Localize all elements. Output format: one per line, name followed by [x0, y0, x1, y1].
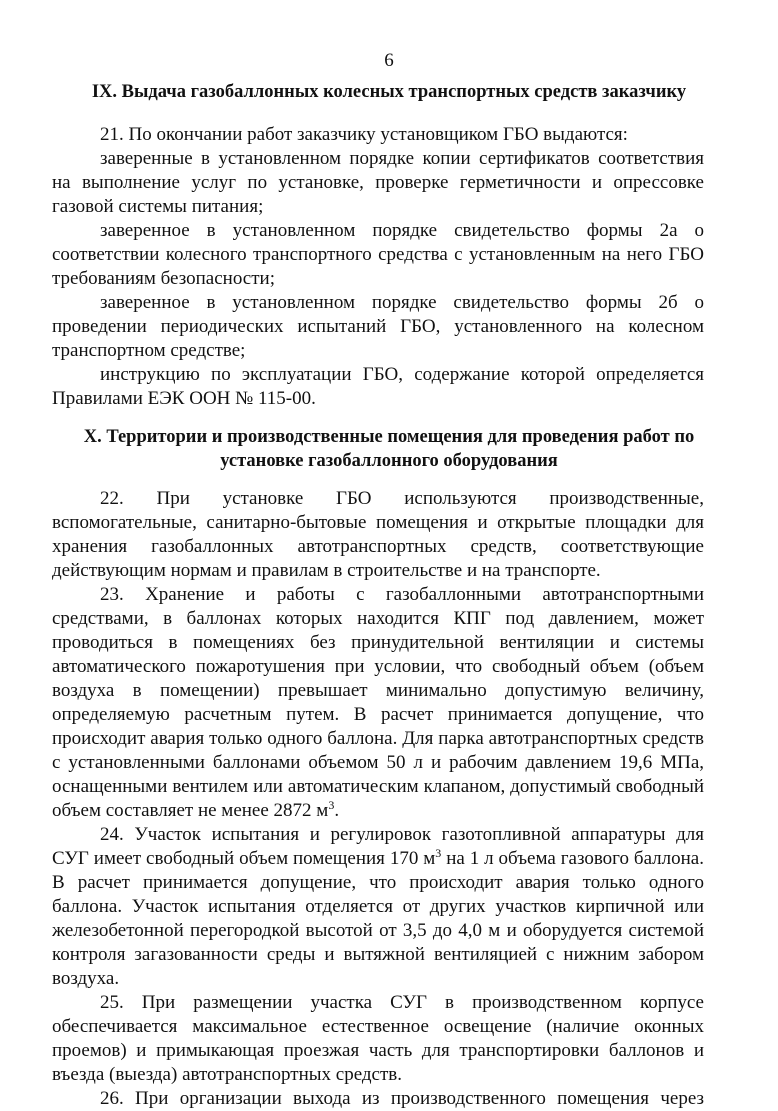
list-item-form-2a: заверенное в установленном порядке свидетельство формы 2а о соответствии колесного транспортного средства с установленным на него ГБО требованиям безопасности; [52, 220, 704, 289]
section-ix-body [52, 123, 704, 411]
section-ix-title: IX. Выдача газобаллонных колесных транспортных средств заказчику [91, 82, 687, 102]
list-item-certificates: заверенные в установленном порядке копии сертификатов соответствия на выполнение услуг по установке, проверке герметичности и опрессовке газовой системы питания; [52, 148, 704, 217]
list-item-form-2b: заверенное в установленном порядке свидетельство формы 2б о проведении периодических испытаний ГБО, установленного на колесном транспортном средстве; [52, 292, 704, 361]
section-x-title: X. Территории и производственные помещения для проведения работ по установке газобаллонного оборудования [83, 427, 695, 471]
cubic-superscript: 3 [328, 798, 335, 812]
cubic-superscript: 3 [435, 846, 442, 860]
paragraph-24 [52, 823, 704, 991]
paragraph-26: 26. При организации выхода из производственного помещения через [100, 1088, 704, 1109]
paragraph-23 [52, 583, 704, 823]
paragraph-24-after: на 1 л объема газового баллона. В расчет принимается допущение, что происходит авария только одного баллона. Участок испытания отделяется от других участков кирпичной или железобетонной перегородкой высотой от 3,5 до 4,0 м и оборудуется системой контроля загазованности среды и вытяжной вентиляцией с нижним забором воздуха. [52, 848, 704, 989]
paragraph-23-tail: . [334, 800, 340, 821]
paragraph-24-before: 24. Участок испытания и регулировок газотопливной аппаратуры для СУГ имеет свободный объем помещения 170 м [52, 824, 704, 869]
page-number: 6 [384, 50, 394, 71]
section-x-body [52, 487, 704, 1111]
paragraph-23-text: 23. Хранение и работы с газобаллонными автотранспортными средствами, в баллонах которых находится КПГ под давлением, может проводиться в помещениях без принудительной вентиляции и системы автоматического пожаротушения при условии, что свободный объем (объем воздуха в помещении) превышает минимально допустимую величину, определяемую расчетным путем. В расчет принимается допущение, что происходит авария только одного баллона. Для парка автотранспортных средств с установленными баллонами объемом 50 л и рабочим давлением 19,6 МПа, оснащенными вентилем или автоматическим клапаном, допустимый свободный объем составляет не менее 2872 м [52, 584, 704, 821]
paragraph-25: 25. При размещении участка СУГ в производственном корпусе обеспечивается максимальное естественное освещение (наличие оконных проемов) и примыкающая проезжая часть для транспортировки баллонов и въезда (выезда) автотранспортных средств. [52, 992, 704, 1085]
list-item-instructions: инструкцию по эксплуатации ГБО, содержание которой определяется Правилами ЕЭК ООН № 115-00. [52, 364, 704, 409]
paragraph-21: 21. По окончании работ заказчику установщиком ГБО выдаются: [100, 124, 628, 145]
paragraph-22: 22. При установке ГБО используются производственные, вспомогательные, санитарно-бытовые помещения и открытые площадки для хранения газобаллонных автотранспортных средств, соответствующие действующим нормам и правилам в строительстве и на транспорте. [52, 488, 704, 581]
